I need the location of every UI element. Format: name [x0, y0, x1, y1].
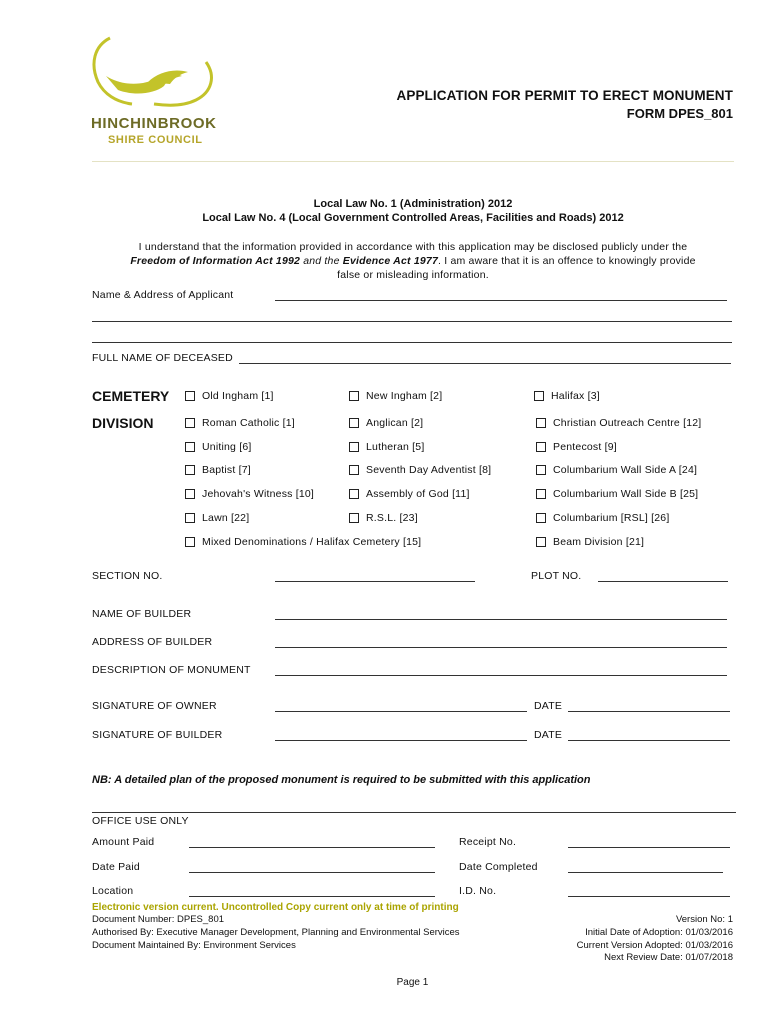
checkbox-label: Lutheran [5] — [366, 441, 425, 453]
checkbox-label: Anglican [2] — [366, 417, 424, 429]
location-field[interactable] — [189, 896, 435, 897]
builder-address-field[interactable] — [275, 647, 727, 648]
current-version-date: Current Version Adopted: 01/03/2016 — [576, 940, 733, 951]
checkbox-label: Christian Outreach Centre [12] — [553, 417, 702, 429]
checkbox-columbarium-rsl[interactable] — [536, 512, 669, 524]
checkbox-label: Mixed Denominations / Halifax Cemetery [15] — [202, 536, 422, 548]
checkbox-label: Seventh Day Adventist [8] — [366, 464, 492, 476]
header-divider — [92, 161, 734, 162]
electronic-version-notice: Electronic version current. Uncontrolled Copy current only at time of printing — [92, 902, 459, 913]
and-the: and the — [300, 255, 343, 267]
page-number: Page 1 — [396, 977, 429, 988]
deceased-name-field[interactable] — [239, 363, 731, 364]
builder-signature-field[interactable] — [275, 740, 527, 741]
checkbox-halifax[interactable] — [534, 390, 600, 402]
owner-signature-field[interactable] — [275, 711, 527, 712]
checkbox-lutheran[interactable] — [349, 441, 424, 453]
amount-paid-label: Amount Paid — [92, 836, 155, 848]
applicant-name-address-field[interactable] — [275, 300, 727, 301]
checkbox-uniting[interactable] — [185, 441, 251, 453]
builder-address-label: ADDRESS OF BUILDER — [92, 636, 213, 648]
checkbox-box[interactable] — [349, 465, 359, 475]
council-logo-subtitle: SHIRE COUNCIL — [108, 134, 203, 146]
cemetery-label: CEMETERY — [92, 388, 170, 404]
disclaimer-text-b: . I am aware that it is an offence to knowingly provide — [437, 255, 696, 267]
checkbox-new-ingham[interactable] — [349, 390, 442, 402]
checkbox-box[interactable] — [349, 418, 359, 428]
location-label: Location — [92, 885, 134, 897]
office-use-heading: OFFICE USE ONLY — [92, 815, 189, 827]
date-paid-label: Date Paid — [92, 861, 140, 873]
version-number: Version No: 1 — [675, 914, 733, 925]
checkbox-anglican[interactable] — [349, 417, 423, 429]
id-no-label: I.D. No. — [459, 885, 497, 897]
checkbox-rsl[interactable] — [349, 512, 418, 524]
checkbox-label: New Ingham [2] — [366, 390, 443, 402]
owner-date-field[interactable] — [568, 711, 730, 712]
checkbox-label: Uniting [6] — [202, 441, 252, 453]
checkbox-box[interactable] — [536, 442, 546, 452]
checkbox-box[interactable] — [349, 489, 359, 499]
applicant-name-address-label: Name & Address of Applicant — [92, 289, 234, 301]
checkbox-label: Old Ingham [1] — [202, 390, 274, 402]
document-number: Document Number: DPES_801 — [92, 914, 225, 925]
monument-description-label: DESCRIPTION OF MONUMENT — [92, 664, 251, 676]
local-law-1: Local Law No. 1 (Administration) 2012 — [313, 198, 513, 210]
checkbox-columbarium-wall-b[interactable] — [536, 488, 698, 500]
receipt-no-field[interactable] — [568, 847, 730, 848]
date-paid-field[interactable] — [189, 872, 435, 873]
checkbox-jehovahs-witness[interactable] — [185, 488, 314, 500]
next-review-date: Next Review Date: 01/07/2018 — [604, 952, 733, 963]
checkbox-box[interactable] — [185, 513, 195, 523]
checkbox-box[interactable] — [185, 489, 195, 499]
foi-act: Freedom of Information Act 1992 — [130, 255, 301, 267]
disclaimer-text-c: false or misleading information. — [337, 269, 489, 281]
applicant-address-line-2[interactable] — [92, 321, 732, 322]
checkbox-christian-outreach[interactable] — [536, 417, 701, 429]
checkbox-roman-catholic[interactable] — [185, 417, 295, 429]
checkbox-seventh-day-adventist[interactable] — [349, 464, 491, 476]
checkbox-box[interactable] — [185, 391, 195, 401]
date-completed-field[interactable] — [568, 872, 723, 873]
plot-no-field[interactable] — [598, 581, 728, 582]
checkbox-box[interactable] — [349, 391, 359, 401]
checkbox-label: Columbarium Wall Side B [25] — [553, 488, 699, 500]
receipt-no-label: Receipt No. — [459, 836, 517, 848]
checkbox-box[interactable] — [185, 442, 195, 452]
builder-signature-label: SIGNATURE OF BUILDER — [92, 729, 223, 741]
amount-paid-field[interactable] — [189, 847, 435, 848]
checkbox-box[interactable] — [536, 465, 546, 475]
deceased-name-label: FULL NAME OF DECEASED — [92, 352, 233, 364]
checkbox-box[interactable] — [536, 489, 546, 499]
checkbox-label: Lawn [22] — [202, 512, 250, 524]
council-logo-emblem — [88, 34, 228, 114]
checkbox-old-ingham[interactable] — [185, 390, 274, 402]
evidence-act: Evidence Act 1977 — [342, 255, 438, 267]
checkbox-box[interactable] — [536, 418, 546, 428]
checkbox-mixed-denominations[interactable] — [185, 536, 421, 548]
checkbox-label: Jehovah's Witness [10] — [202, 488, 315, 500]
checkbox-box[interactable] — [536, 513, 546, 523]
applicant-address-line-3[interactable] — [92, 342, 732, 343]
owner-date-label: DATE — [534, 700, 563, 712]
checkbox-label: Assembly of God [11] — [366, 488, 470, 500]
builder-date-field[interactable] — [568, 740, 730, 741]
checkbox-label: Columbarium Wall Side A [24] — [553, 464, 698, 476]
council-logo-name: HINCHINBROOK — [91, 115, 217, 132]
form-title: APPLICATION FOR PERMIT TO ERECT MONUMENT — [396, 88, 733, 103]
checkbox-label: Pentecost [9] — [553, 441, 617, 453]
checkbox-columbarium-wall-a[interactable] — [536, 464, 697, 476]
checkbox-label: Baptist [7] — [202, 464, 251, 476]
checkbox-pentecost[interactable] — [536, 441, 617, 453]
checkbox-box[interactable] — [536, 537, 546, 547]
checkbox-label: R.S.L. [23] — [366, 512, 418, 524]
builder-date-label: DATE — [534, 729, 563, 741]
detailed-plan-note: NB: A detailed plan of the proposed monument is required to be submitted with this application — [92, 774, 591, 786]
local-law-4: Local Law No. 4 (Local Government Controlled Areas, Facilities and Roads) 2012 — [202, 212, 624, 224]
checkbox-baptist[interactable] — [185, 464, 251, 476]
form-code: FORM DPES_801 — [626, 106, 733, 121]
date-completed-label: Date Completed — [459, 861, 538, 873]
authorised-by: Authorised By: Executive Manager Development, Planning and Environmental Services — [92, 927, 460, 938]
checkbox-box[interactable] — [349, 513, 359, 523]
plot-no-label: PLOT NO. — [531, 570, 582, 582]
checkbox-assembly-of-god[interactable] — [349, 488, 470, 500]
checkbox-box[interactable] — [185, 418, 195, 428]
builder-name-label: NAME OF BUILDER — [92, 608, 192, 620]
disclaimer-text-a: I understand that the information provided in accordance with this application may be disclosed publicly under the — [138, 241, 688, 253]
checkbox-box[interactable] — [349, 442, 359, 452]
builder-name-field[interactable] — [275, 619, 727, 620]
id-no-field[interactable] — [568, 896, 730, 897]
maintained-by: Document Maintained By: Environment Services — [92, 940, 296, 951]
checkbox-label: Roman Catholic [1] — [202, 417, 295, 429]
section-no-field[interactable] — [275, 581, 475, 582]
monument-description-field[interactable] — [275, 675, 727, 676]
checkbox-box[interactable] — [534, 391, 544, 401]
owner-signature-label: SIGNATURE OF OWNER — [92, 700, 217, 712]
section-no-label: SECTION NO. — [92, 570, 163, 582]
checkbox-label: Halifax [3] — [551, 390, 600, 402]
privacy-disclaimer — [92, 240, 734, 282]
initial-adoption-date: Initial Date of Adoption: 01/03/2016 — [585, 927, 733, 938]
checkbox-label: Columbarium [RSL] [26] — [553, 512, 670, 524]
checkbox-lawn[interactable] — [185, 512, 249, 524]
office-use-divider — [92, 812, 736, 813]
checkbox-box[interactable] — [185, 465, 195, 475]
checkbox-label: Beam Division [21] — [553, 536, 645, 548]
checkbox-beam-division[interactable] — [536, 536, 644, 548]
checkbox-box[interactable] — [185, 537, 195, 547]
division-label: DIVISION — [92, 415, 154, 431]
